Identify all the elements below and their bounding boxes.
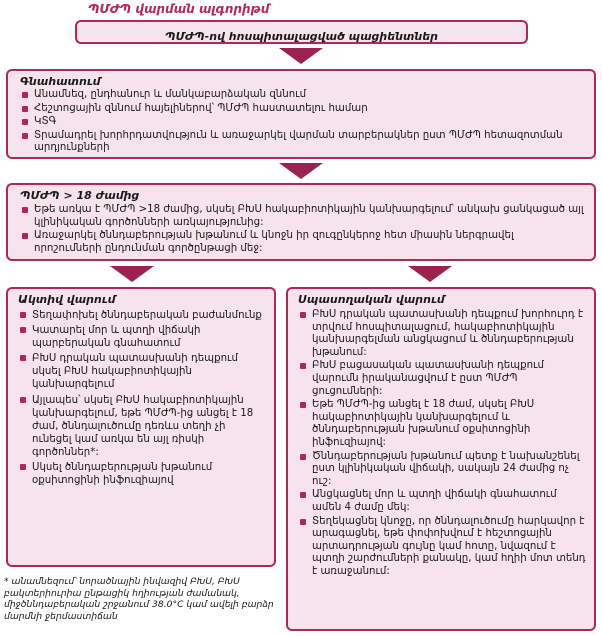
arrow-down-icon: [110, 266, 154, 282]
list-item: Սկսել ծննդաբերության խթանում օքսիտոցինի ինֆուզիայով: [18, 461, 266, 487]
assessment-list: [20, 89, 584, 155]
list-item: ԲԽՍ բացասական պատասխանի դեպքում վարումն իրականացվում է ըստ ՊՄԺՊ ցուցումների:: [298, 360, 586, 398]
arrow-down-icon: [279, 163, 323, 179]
expectant-management-list: [298, 309, 586, 578]
over-18-hours-box: [6, 183, 596, 261]
list-item: Անցկացնել մոր և պտղի վիճակի գնահատում ամեն 4 ժամը մեկ:: [298, 489, 586, 514]
arrow-down-icon: [408, 266, 452, 282]
expectant-management-header: Սպասողական վարում: [298, 293, 445, 306]
list-item: Կատարել մոր և պտղի վիճակի պարբերական գնահատում: [18, 324, 266, 350]
hospitalized-patients-label: ՊՄԺՊ-ով հոսպիտալացված պացիենտներ: [165, 30, 438, 43]
hospitalized-patients-box: [75, 20, 528, 44]
list-item: Տեղեկացնել կնոջը, որ ծննդալուծումը հարկավոր է արագացնել, եթե փոփոխվում է հեշտոցային արտադրության գույնը կամ հոտը, նվազում է պտղի շարժումների քանակը, կամ հղիի մոտ տենդ է առաջանում:: [298, 516, 586, 579]
expectant-management-box: [286, 287, 596, 631]
list-item: Այլապես՝ սկսել ԲԽՍ հակաբիոտիկային կանխարգելում, եթե ՊՄԺՊ-ից անցել է 18 ժամ, ծննդալուծումը դեռևս տեղի չի ունեցել կամ առկա են այլ ռիսկի գործոններ*:: [18, 394, 266, 459]
list-item: ԲԽՍ դրական պատասխանի դեպքում խորհուրդ է տրվում հոսպիտալացում, հակաբիոտիկային կանխարգելման անցկացում և ծննդաբերության խթանում:: [298, 309, 586, 359]
over-18-hours-list: [20, 204, 584, 255]
footnote: * անամնեզում՝ նորածնային ինվազիվ ԲԽՍ, ԲԽՍ բակտերիուրիա ընթացիկ հղիության ժամանակ, միջծննդաբերական շրջանում 38.0°C կամ ավելի բարձր մարմնի ջերմաստիճան: [4, 576, 274, 622]
list-item: ԿՏԳ: [20, 116, 584, 129]
list-item: Եթե առկա է ՊՄԺՊ >18 ժամից, սկսել ԲԽՍ հակաբիոտիկային կանխարգելում՝ անկախ ցանկացած այլ կլինիկական գործոնների առկայությունից:: [20, 204, 584, 229]
active-management-box: [6, 287, 276, 567]
assessment-box: [6, 69, 596, 159]
arrow-down-icon: [279, 48, 323, 64]
active-management-header: Ակտիվ վարում: [18, 293, 116, 306]
list-item: ԲԽՍ դրական պատասխանի դեպքում սկսել ԲԽՍ հակաբիոտիկային կանխարգելում: [18, 352, 266, 391]
list-item: Անամնեզ, ընդհանուր և մանկաբարձական զննում: [20, 89, 584, 102]
list-item: Ծննդաբերության խթանում պետք է նախանշենել ըստ կլինիկական վիճակի, սակայն 24 ժամից ոչ ուշ:: [298, 451, 586, 489]
page-title: ՊՄԺՊ վարման ալգորիթմ: [88, 2, 270, 16]
over-18-hours-header: ՊՄԺՊ > 18 ժամից: [20, 189, 140, 202]
list-item: Առաջարկել ծննդաբերության խթանում և կնոջն իր զուգընկերոջ հետ միասին ներգրավել որոշումների ընդունման գործընթացի մեջ:: [20, 230, 584, 255]
list-item: Տրամադրել խորհրդատվություն և առաջարկել վարման տարբերակներ ըստ ՊՄԺՊ հետազոտման արդյունքների: [20, 130, 584, 155]
assessment-header: Գնահատում: [20, 75, 101, 88]
list-item: Եթե ՊՄԺՊ-ից անցել է 18 ժամ, սկսել ԲԽՍ հակաբիոտիկային կանխարգելում և ծննդաբերության խթանում օքսիտոցինի ինֆուզիայով:: [298, 399, 586, 449]
list-item: Տեղափոխել ծննդաբերական բաժանմունք: [18, 309, 266, 322]
active-management-list: [18, 309, 266, 487]
list-item: Հեշտոցային զննում հայելիներով՝ ՊՄԺՊ հաստատելու համար: [20, 103, 584, 116]
